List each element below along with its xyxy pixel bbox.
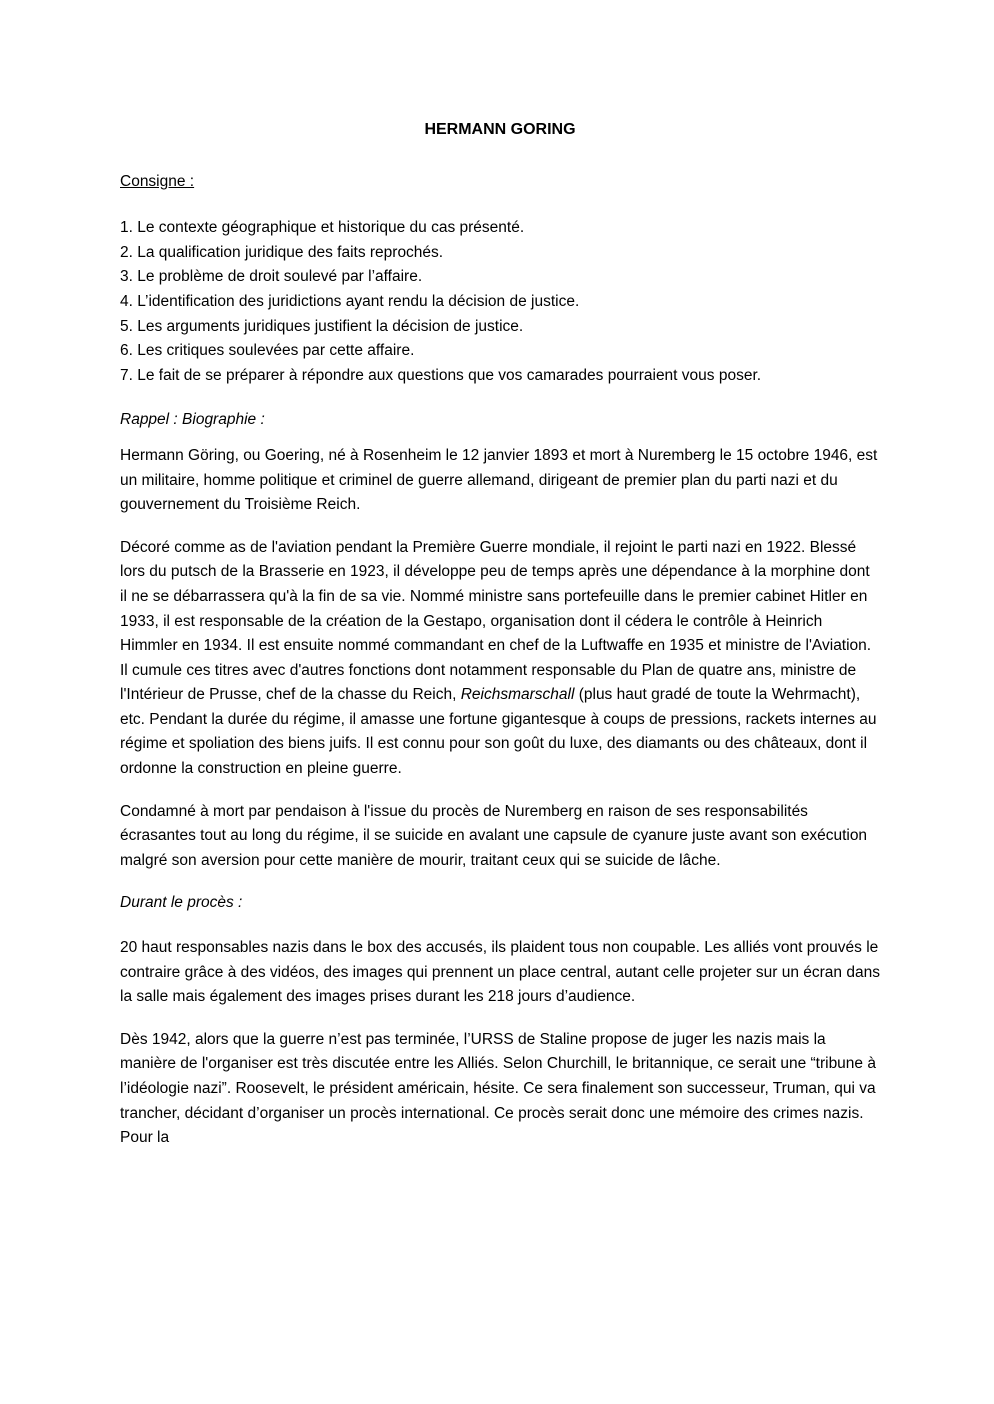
trial-paragraph-2: Dès 1942, alors que la guerre n’est pas terminée, l’URSS de Staline propose de juger les nazis mais la manière de l'organiser est très discutée entre les Alliés. Selon Churchill, le britannique, ce serait une “tribune à l’idéologie nazi”. Roosevelt, le président américain, hésite. Ce sera finalement son successeur, Truman, qui va trancher, décidant d’organiser un procès international. Ce procès serait donc une mémoire des crimes nazis. Pour la bbox=[120, 1030, 876, 1147]
biography-paragraph-2-italic-term: Reichsmarschall bbox=[460, 686, 575, 704]
consigne-item-7: 7. Le fait de se préparer à répondre aux questions que vos camarades pourraient vous poser. bbox=[120, 366, 762, 384]
trial-paragraph-1: 20 haut responsables nazis dans le box des accusés, ils plaident tous non coupable. Les alliés vont prouvés le contraire grâce à des vidéos, des images qui prennent un place central, autant celle projeter sur un écran dans la salle mais également des images prises durant les 218 jours d’audience. bbox=[120, 939, 880, 1006]
consigne-item-2: 2. La qualification juridique des faits reprochés. bbox=[120, 243, 444, 261]
consigne-item-1: 1. Le contexte géographique et historique du cas présenté. bbox=[120, 219, 525, 237]
consigne-heading-text: Consigne : bbox=[120, 172, 195, 190]
consigne-list bbox=[120, 216, 880, 388]
consigne-item-5: 5. Les arguments juridiques justifient la décision de justice. bbox=[120, 317, 524, 335]
consigne-heading bbox=[120, 170, 880, 195]
biography-paragraph-2 bbox=[120, 536, 880, 782]
biography-paragraph-2-before: Décoré comme as de l'aviation pendant la Première Guerre mondiale, il rejoint le parti nazi en 1922. Blessé lors du putsch de la Brasserie en 1923, il développe peu de temps après une dépendance à la morphine dont il ne se débarrassera qu'à la fin de sa vie. Nommé ministre sans portefeuille dans le premier cabinet Hitler en 1933, il est responsable de la création de la Gestapo, organisation dont il cédera le contrôle à Heinrich Himmler en 1934. Il est ensuite nommé commandant en chef de la Luftwaffe en 1935 et ministre de l'Aviation. Il cumule ces titres avec d'autres fonctions dont notamment responsable du Plan de quatre ans, ministre de l'Intérieur de Prusse, chef de la chasse du Reich, bbox=[120, 538, 872, 704]
biography-paragraph-1: Hermann Göring, ou Goering, né à Rosenheim le 12 janvier 1893 et mort à Nuremberg le 15 octobre 1946, est un militaire, homme politique et criminel de guerre allemand, dirigeant de premier plan du parti nazi et du gouvernement du Troisième Reich. bbox=[120, 446, 878, 514]
consigne-item-6: 6. Les critiques soulevées par cette affaire. bbox=[120, 342, 415, 360]
consigne-item-3: 3. Le problème de droit soulevé par l’affaire. bbox=[120, 268, 423, 286]
biography-heading: Rappel : Biographie : bbox=[120, 411, 265, 429]
page-title: HERMANN GORING bbox=[424, 121, 576, 138]
biography-paragraph-3: Condamné à mort par pendaison à l'issue du procès de Nuremberg en raison de ses responsabilités écrasantes tout au long du régime, il se suicide en avalant une capsule de cyanure juste avant son exécution malgré son aversion pour cette manière de mourir, traitant ceux qui se suicide de lâche. bbox=[120, 802, 868, 869]
consigne-item-4: 4. L’identification des juridictions ayant rendu la décision de justice. bbox=[120, 292, 580, 310]
biography-paragraph-2-after: (plus haut gradé de toute la Wehrmacht), etc. Pendant la durée du régime, il amasse une fortune gigantesque à coups de pressions, rackets internes au régime et spoliation des biens juifs. Il est connu pour son goût du luxe, des diamants ou des châteaux, dont il ordonne la construction en pleine guerre. bbox=[120, 686, 877, 778]
trial-heading: Durant le procès : bbox=[120, 894, 243, 912]
